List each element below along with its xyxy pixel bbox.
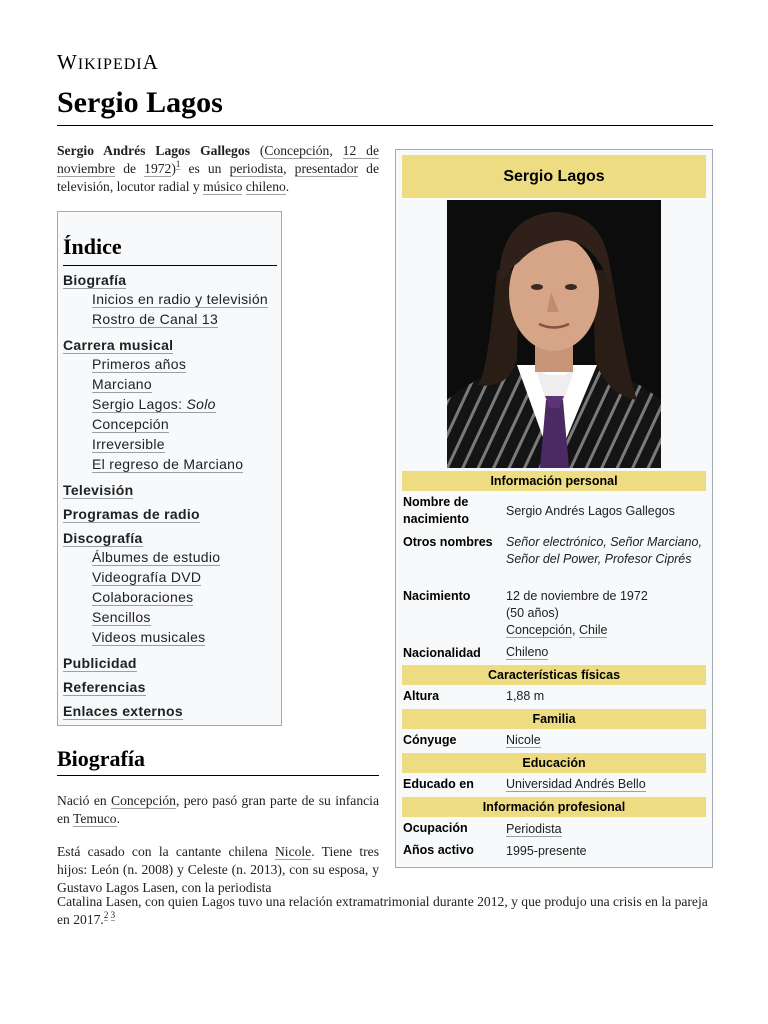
- toc-item[interactable]: Sergio Lagos: Solo: [92, 396, 216, 412]
- toc-item[interactable]: Referencias: [63, 679, 146, 695]
- toc-item[interactable]: Álbumes de estudio: [92, 549, 221, 565]
- toc-item[interactable]: Colaboraciones: [92, 589, 194, 605]
- occupation-link[interactable]: Periodista: [506, 822, 562, 836]
- periodista-link[interactable]: periodista: [229, 161, 284, 176]
- university-link[interactable]: Universidad Andrés Bello: [506, 777, 646, 791]
- birthplace-link[interactable]: Concepción: [264, 143, 330, 158]
- lead-paragraph: Sergio Andrés Lagos Gallegos (Concepción, 12 de noviembre de 1972)$^1$ es un periodista, presentador de televisión, locutor radial y músico chileno.: [57, 143, 380, 194]
- active-years-label: Años activo: [403, 843, 474, 857]
- infobox: [395, 149, 713, 868]
- other-names-label: Otros nombres: [403, 535, 493, 549]
- chileno-infobox-link[interactable]: Chileno: [506, 645, 549, 659]
- height-value: 1,88 m: [506, 689, 545, 703]
- infobox-title: Sergio Lagos: [402, 155, 706, 198]
- chileno-link[interactable]: chileno: [245, 179, 286, 194]
- toc-item[interactable]: Videos musicales: [92, 629, 206, 645]
- birth-city-link[interactable]: Concepción: [506, 623, 573, 637]
- section-header-education: Educación: [402, 753, 706, 773]
- toc-item[interactable]: Carrera musical: [63, 337, 174, 353]
- toc-item[interactable]: Sencillos: [92, 609, 151, 625]
- height-label: Altura: [403, 689, 440, 703]
- birth-country-link[interactable]: Chile: [578, 623, 608, 637]
- presentador-link[interactable]: presentador: [294, 161, 359, 176]
- toc-item[interactable]: Irreversible: [92, 436, 165, 452]
- section-header-physical: Características físicas: [402, 665, 706, 685]
- section-header-personal: Información personal: [402, 471, 706, 491]
- toc-item[interactable]: Enlaces externos: [63, 703, 183, 719]
- nationality-value: [506, 644, 706, 661]
- spouse-link[interactable]: Nicole: [506, 733, 541, 747]
- section-header-professional: Información profesional: [402, 797, 706, 817]
- temuco-link[interactable]: Temuco: [72, 811, 117, 826]
- nicole-link[interactable]: Nicole: [274, 844, 312, 859]
- toc-item[interactable]: Programas de radio: [63, 506, 200, 522]
- musico-link[interactable]: músico: [203, 179, 243, 194]
- toc-item[interactable]: Publicidad: [63, 655, 137, 671]
- reference-3[interactable]: 3: [110, 910, 116, 921]
- portrait-photo[interactable]: [447, 200, 661, 468]
- educated-label: Educado en: [403, 777, 474, 791]
- section-divider: [57, 775, 379, 776]
- toc-item[interactable]: Biografía: [63, 272, 127, 288]
- toc-item[interactable]: Inicios en radio y televisión: [92, 291, 269, 307]
- toc-item[interactable]: Rostro de Canal 13: [92, 311, 219, 327]
- birth-year-link[interactable]: 1972: [144, 161, 172, 176]
- reference-1[interactable]: 1: [175, 159, 181, 170]
- educated-value: [506, 776, 706, 793]
- reference-2[interactable]: 2: [103, 910, 109, 921]
- birth-name-value: Sergio Andrés Lagos Gallegos: [506, 504, 675, 518]
- toc-divider: [63, 265, 277, 266]
- biography-paragraph-2: Está casado con la cantante chilena Nicole. Tiene tres hijos: León (n. 2008) y Celeste (n. 2013), con su esposa, y Gustavo Lagos Lasen, con la periodista: [57, 844, 380, 895]
- toc-item[interactable]: Concepción: [92, 416, 169, 432]
- toc-item[interactable]: Televisión: [63, 482, 134, 498]
- biography-paragraph-2-continued: Catalina Lasen, con quien Lagos tuvo una relación extramatrimonial durante 2012, y que produjo una crisis en la pareja en 2017.$^{2 3}$: [57, 894, 708, 927]
- birth-label: Nacimiento: [403, 589, 471, 603]
- biography-paragraph-1: Nació en Concepción, pero pasó gran parte de su infancia en Temuco.: [57, 793, 379, 826]
- spouse-value: [506, 732, 706, 749]
- active-years-value: 1995-presente: [506, 844, 587, 858]
- concepcion-link[interactable]: Concepción: [111, 793, 176, 808]
- section-header-family: Familia: [402, 709, 706, 729]
- birth-value: 12 de noviembre de 1972 (50 años) Concepción, Chile: [506, 589, 648, 637]
- spouse-label: Cónyuge: [403, 733, 457, 747]
- toc-item[interactable]: Primeros años: [92, 356, 187, 372]
- nationality-label: Nacionalidad: [403, 646, 481, 660]
- toc-title: Índice: [63, 234, 122, 259]
- occupation-label: Ocupación: [403, 821, 468, 835]
- toc-item[interactable]: El regreso de Marciano: [92, 456, 244, 472]
- birth-name-label: Nombre de nacimiento: [403, 495, 469, 526]
- birth-date-link[interactable]: 12 de noviembre: [57, 143, 380, 176]
- occupation-value: [506, 821, 706, 838]
- section-heading-biografia: Biografía: [57, 746, 145, 771]
- toc-item[interactable]: Videografía DVD: [92, 569, 202, 585]
- page-title: Sergio Lagos: [57, 86, 223, 119]
- title-divider: [57, 125, 713, 126]
- table-of-contents: [57, 211, 282, 726]
- subject-name: Sergio Andrés Lagos Gallegos: [57, 143, 250, 158]
- toc-item[interactable]: Marciano: [92, 376, 152, 392]
- other-names-value: Señor electrónico, Señor Marciano, Señor del Power, Profesor Ciprés: [506, 535, 702, 566]
- wikipedia-logo[interactable]: WIKIPEDIA: [57, 50, 159, 74]
- toc-item[interactable]: Discografía: [63, 530, 143, 546]
